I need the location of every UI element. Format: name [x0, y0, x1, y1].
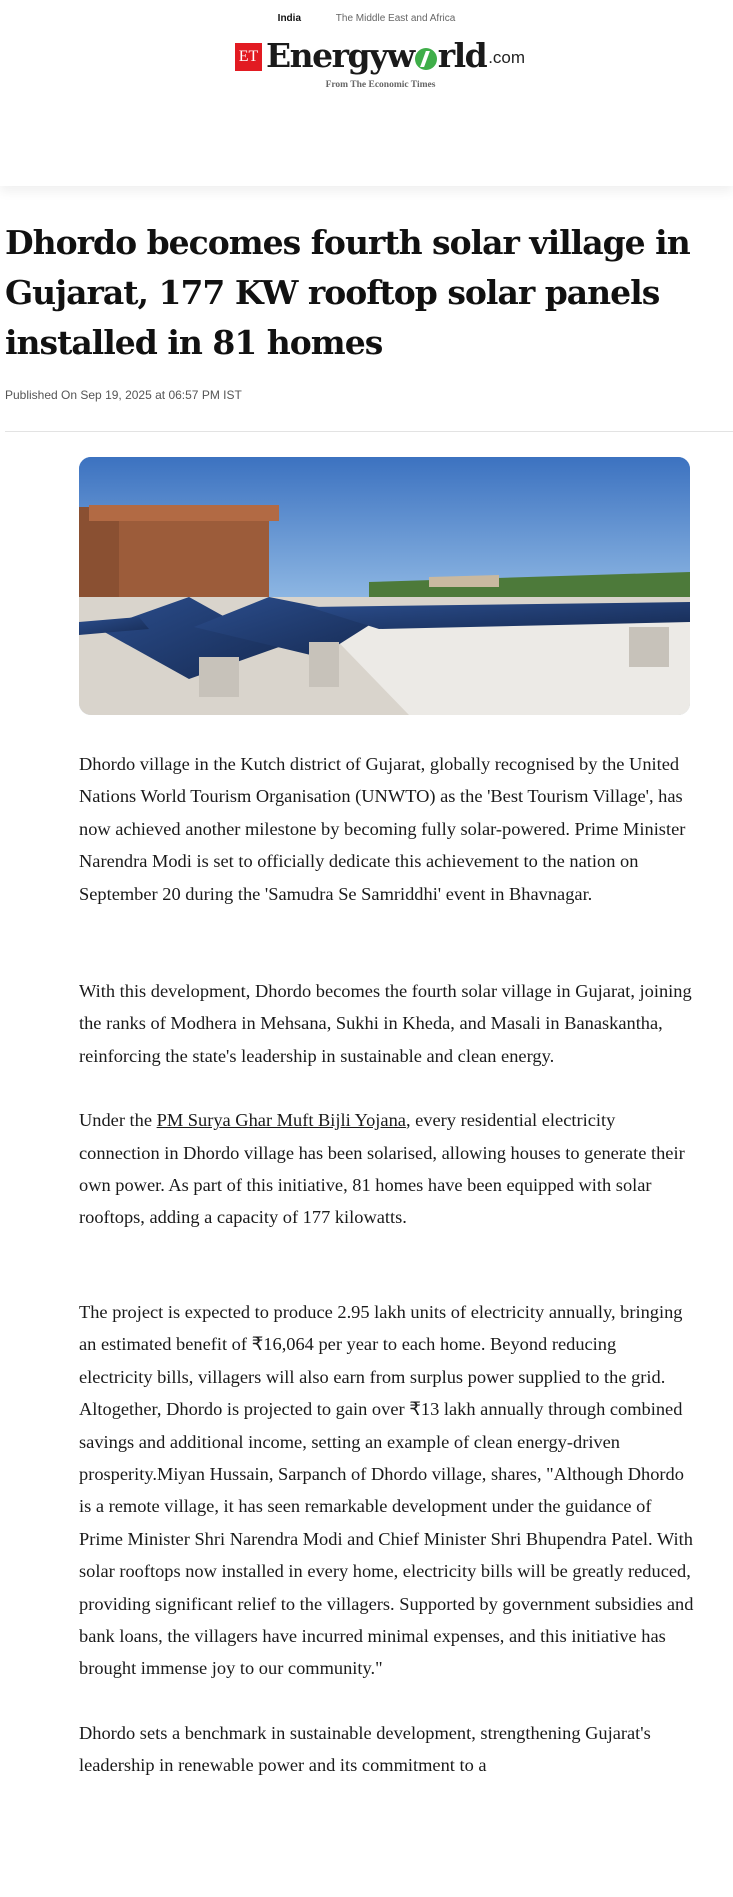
article-hero-image [79, 457, 690, 715]
article-paragraph: Dhordo village in the Kutch district of Gujarat, globally recognised by the United Nations World Tourism Organisation (UNWTO) as the 'Best Tourism Village', has now achieved another milestone by becoming fully solar-powered. Prime Minister Narendra Modi is set to officially dedicate this achievement to the nation on September 20 during the 'Samudra Se Samriddhi' event in Bhavnagar. [79, 754, 686, 904]
edition-nav [0, 13, 733, 24]
article-paragraph [79, 1104, 694, 1234]
article-body [79, 748, 694, 1782]
pm-surya-ghar-link[interactable]: PM Surya Ghar Muft Bijli Yojana [156, 1110, 406, 1131]
article-paragraph: The project is expected to produce 2.95 lakh units of electricity annually, bringing an estimated benefit of ₹16,064 per year to each home. Beyond reducing electricity bills, villagers will also earn from surplus power supplied to the grid. Altogether, Dhordo is projected to gain over ₹13 lakh annually through combined savings and additional income, setting an example of clean energy-driven prosperity.Miyan Hussain, Sarpanch of Dhordo village, shares, "Although Dhordo is a remote village, it has seen remarkable development under the guidance of Prime Minister Shri Narendra Modi and Chief Minister Shri Bhupendra Patel. With solar rooftops now installed in every home, electricity bills will be greatly reduced, providing significant relief to the villagers. Supported by government subsidies and bank loans, the villagers have incurred minimal expenses, and this initiative has brought immense joy to our community." [79, 1301, 694, 1679]
edition-india-tab[interactable]: India [277, 13, 302, 24]
published-date: Published On Sep 19, 2025 at 06:57 PM IST [5, 388, 242, 402]
article-title: Dhordo becomes fourth solar village in Gujarat, 177 KW rooftop solar panels installed in 81 homes [5, 223, 690, 362]
brand-name-part1: Energyw [266, 36, 414, 75]
site-header [0, 0, 733, 186]
article-paragraph: With this development, Dhordo becomes the fourth solar village in Gujarat, joining the ranks of Modhera in Mehsana, Sukhi in Kheda, and Masali in Banaskantha, reinforcing the state's leadership in sustainable and clean energy. [79, 981, 692, 1066]
et-logo-badge: ET [235, 43, 262, 71]
energyworld-logo[interactable] [235, 38, 525, 74]
lightning-bolt-icon [415, 48, 437, 70]
solar-rooftop-photo [79, 457, 690, 715]
text: Under the [79, 1110, 157, 1131]
brand-domain: .com [488, 48, 526, 67]
article-paragraph: Dhordo sets a benchmark in sustainable development, strengthening Gujarat's leadership in renewable power and its commitment to a [79, 1722, 651, 1776]
brand-name-part2: rld [437, 36, 487, 75]
brand-tagline: From The Economic Times [325, 80, 436, 90]
brand-name [266, 38, 486, 74]
edition-mea-tab[interactable]: The Middle East and Africa [335, 13, 456, 24]
divider [5, 431, 733, 432]
text: , every residential electricity connection in Dhordo village has been solarised, allowing houses to generate their own power. As part of this initiative, 81 homes have been equipped with solar rooftops, adding a capacity of 177 kilowatts. [79, 1110, 685, 1228]
